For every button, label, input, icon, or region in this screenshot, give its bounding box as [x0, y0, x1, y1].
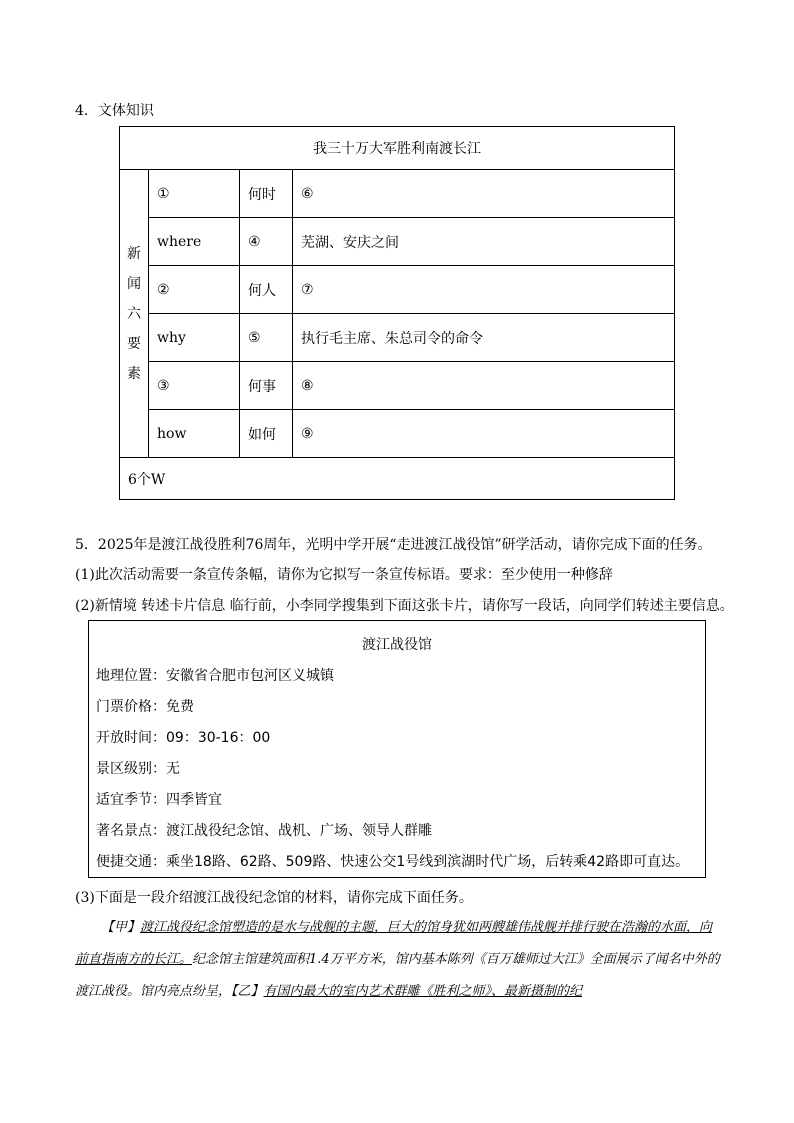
- question-4-title: 4．文体知识: [75, 103, 154, 119]
- table-cell: ⑧: [293, 362, 675, 410]
- table-cell: ①: [149, 170, 240, 218]
- table-row: [120, 410, 675, 458]
- table-cell: ④: [240, 218, 293, 266]
- news-elements-table: [119, 126, 675, 500]
- question-5-sub2: (2)新情境 转述卡片信息 临行前，小李同学搜集到下面这张卡片，请你写一段话，向同学们转述主要信息。: [75, 598, 734, 614]
- card-title: 渡江战役馆: [362, 637, 432, 653]
- table-cell: ③: [149, 362, 240, 410]
- table-row: [120, 266, 675, 314]
- table-cell: 如何: [240, 410, 293, 458]
- table-footer: 6个W: [120, 458, 675, 500]
- table-cell: ⑤: [240, 314, 293, 362]
- table-cell: 何人: [240, 266, 293, 314]
- card-row: 地理位置：安徽省合肥市包河区义城镇: [96, 668, 334, 684]
- table-cell: where: [149, 218, 240, 266]
- question-5-sub1: (1)此次活动需要一条宣传条幅，请你为它拟写一条宣传标语。要求：至少使用一种修辞: [75, 567, 613, 583]
- card-row: 门票价格：免费: [96, 699, 194, 715]
- card-row: 景区级别：无: [96, 761, 180, 777]
- passage: [75, 912, 725, 1008]
- card-row: 开放时间：09：30-16：00: [96, 730, 271, 746]
- card-row: 便捷交通：乘坐18路、62路、509路、快速公交1号线到滨湖时代广场，后转乘42路即可直达。: [96, 854, 690, 870]
- table-row: [120, 170, 675, 218]
- table-cell: 何时: [240, 170, 293, 218]
- table-cell: how: [149, 410, 240, 458]
- card-row: 适宜季节：四季皆宜: [96, 792, 222, 808]
- card-row: 著名景点：渡江战役纪念馆、战机、广场、领导人群雕: [96, 823, 432, 839]
- table-cell: ⑦: [293, 266, 675, 314]
- table-row: [120, 362, 675, 410]
- question-5-sub3: (3)下面是一段介绍渡江战役纪念馆的材料，请你完成下面任务。: [75, 890, 473, 906]
- table-row: [120, 314, 675, 362]
- side-label: 新 闻 六 要 素: [120, 170, 149, 458]
- table-cell: ⑥: [293, 170, 675, 218]
- table-cell: ⑨: [293, 410, 675, 458]
- passage-middle: 纪念馆主馆建筑面积1.4万平方米，馆内基本陈列《百万雄师过大江》全面展示了闻名中外的渡江战役。馆内亮点纷呈，: [75, 952, 720, 999]
- table-cell: 执行毛主席、朱总司令的命令: [293, 314, 675, 362]
- table-cell: ②: [149, 266, 240, 314]
- passage-yi-text: 有国内最大的室内艺术群雕《胜利之师》、最新摄制的纪: [263, 984, 583, 999]
- question-5-intro: 5．2025年是渡江战役胜利76周年，光明中学开展“走进渡江战役馆”研学活动，请你完成下面的任务。: [75, 537, 712, 553]
- passage-mark-yi: 【乙】: [231, 984, 264, 999]
- table-cell: 何事: [240, 362, 293, 410]
- table-cell: why: [149, 314, 240, 362]
- info-card: [88, 620, 706, 878]
- passage-mark-jia: 【甲】: [101, 920, 141, 935]
- passage-jia-text: 渡江战役纪念馆塑造的是水与战舰的主题，巨大的馆身犹如两艘雄伟战舰并排行驶在浩瀚的水面，向前直指南方的长江。: [75, 920, 713, 967]
- table-row: [120, 218, 675, 266]
- table-cell: 芜湖、安庆之间: [293, 218, 675, 266]
- table-header: 我三十万大军胜利南渡长江: [120, 127, 675, 170]
